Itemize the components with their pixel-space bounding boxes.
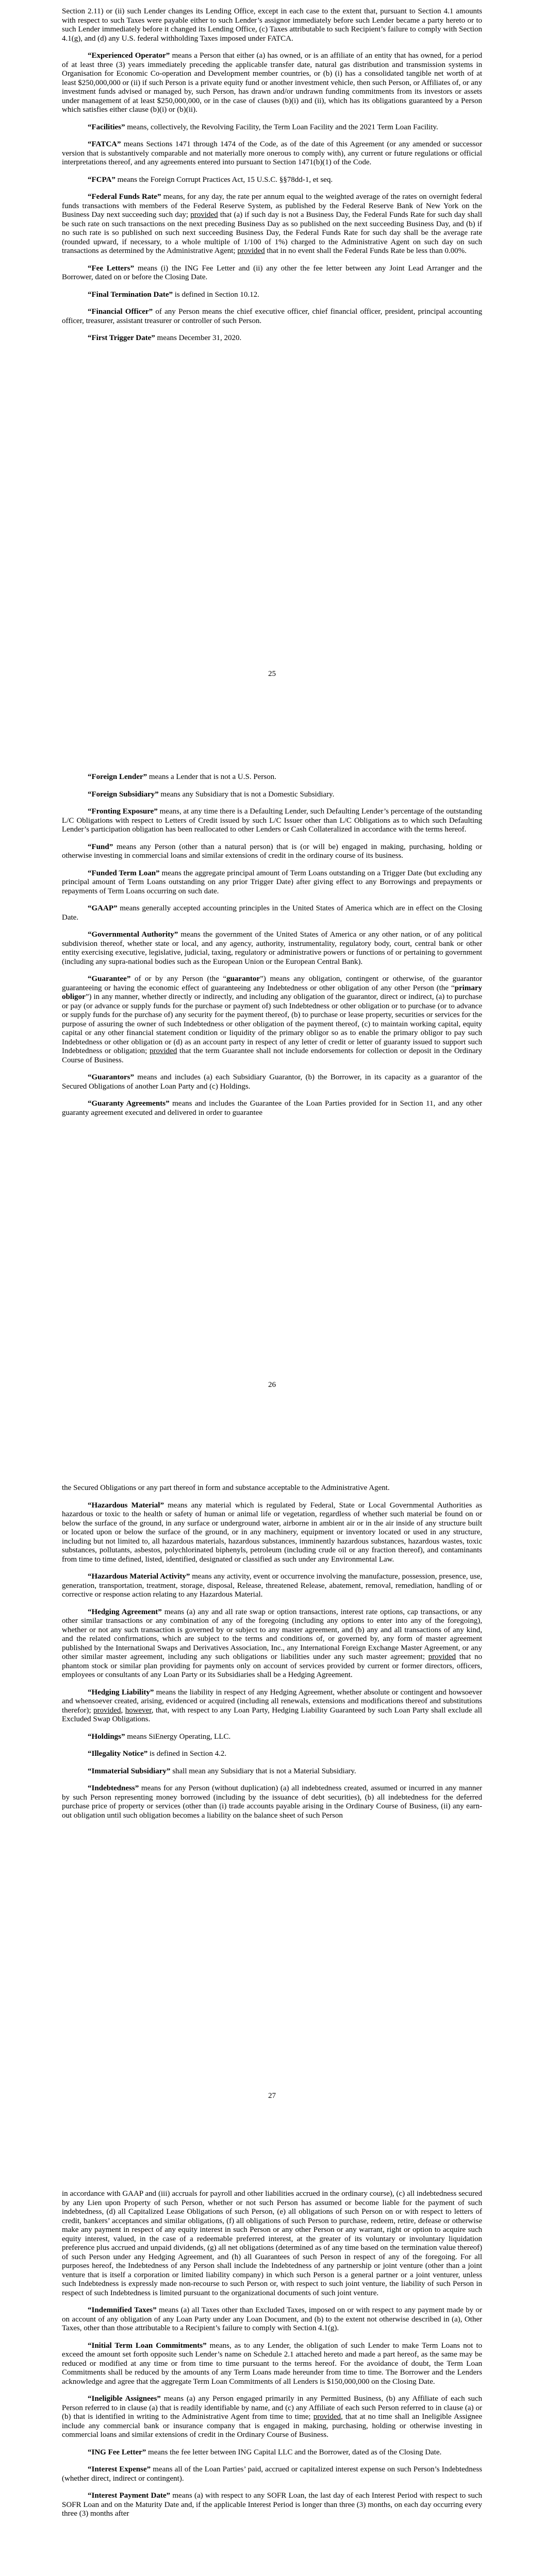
definition-text: means the Foreign Corrupt Practices Act, 15 U.S.C. §§78dd-1, et seq. [115,175,333,184]
defined-term: “FCPA” [88,175,116,184]
definition-ing-fee-letter [62,2448,482,2458]
defined-term: “Experienced Operator” [88,52,170,60]
defined-term: “Financial Officer” [88,308,153,316]
definition-fee-letters [62,264,482,282]
definition-text: of any Person means the chief executive officer, chief financial officer, president, principal accounting officer, treasurer, assistant treasurer or controller of such Person. [62,308,482,325]
defined-term: “Interest Payment Date” [88,2492,171,2500]
definition-federal-funds-rate [62,193,482,256]
definition-illegality-notice [62,1750,482,1759]
defined-term: “Indemnified Taxes” [88,2306,157,2314]
defined-term: “Foreign Lender” [88,773,147,781]
definition-guaranty-agreements [62,1099,482,1117]
defined-term: “Guarantors” [88,1073,134,1081]
defined-term: “Funded Term Loan” [88,869,160,877]
definition-text: means any activity, event or occurrence involving the manufacture, possession, presence, use, generation, transportation, treatment, storage, disposal, Release, threatened Release, abatement, removal, remediation, handling of or corrective or response action relating to any Hazardous Material. [62,1572,483,1599]
definition-hazardous-material-activity [62,1572,482,1600]
underlined-word: provided [150,1047,177,1055]
definition-text: means the government of the United States of America or any other nation, or of any political subdivision thereof, whether state or local, and any agency, authority, instrumentality, regulatory body, court, central bank or other entity exercising executive, legislative, judicial, taxing, regulatory or administrative powers or functions of or pertaining to government (including any supra-national bodies such as the European Union or the European Central Bank). [62,930,482,966]
definition-text: is defined in Section 4.2. [147,1750,227,1758]
underlined-word: provided [190,211,218,219]
definition-text: means (a) all Taxes other than Excluded Taxes, imposed on or with respect to any payment made by or on account of any obligation of any Loan Party under any Loan Document, and (b) to the extent not otherwise described in (a), Other Taxes, other than those attributable to a Recipient’s failure to comply with Section 4.1(g). [62,2306,482,2332]
page-27 [0,1422,544,2133]
definition-hedging-agreement [62,1608,482,1680]
defined-term: “Fund” [88,842,113,851]
definition-hazardous-material [62,1501,482,1565]
defined-term: “Fee Letters” [88,264,135,273]
definition-initial-term-loan-commitments [62,2342,482,2387]
defined-term: “GAAP” [88,904,118,912]
defined-term: “Holdings” [88,1732,125,1741]
definition-fcpa [62,176,482,185]
definition-text: means Sections 1471 through 1474 of the Code, as of the date of this Agreement (or any amended or successor version that is substantively comparable and not materially more onerous to comply with), any current or future regulations or official interpretations thereof, and any agreements entered into pursuant to Section 1471(b)(1) of the Code. [62,140,482,166]
definition-text: that in no event shall the Federal Funds Rate be less than 0.00%. [265,247,467,255]
bold-term: primary obligor [62,984,482,1001]
definition-text: , that, with respect to any Loan Party, Hedging Liability Guaranteed by such Loan Party shall exclude all Excluded Swap Obligations. [62,1706,482,1723]
defined-term: “First Trigger Date” [88,334,155,342]
defined-term: “Indebtedness” [88,1784,139,1792]
defined-term: “Guaranty Agreements” [88,1099,170,1108]
definition-immaterial-subsidiary [62,1767,482,1776]
definition-text: shall mean any Subsidiary that is not a Material Subsidiary. [170,1767,356,1775]
definition-fatca [62,140,482,167]
defined-term: “Fronting Exposure” [88,807,158,816]
defined-term: “Guarantee” [88,975,131,983]
definition-foreign-subsidiary [62,790,482,800]
defined-term: “Ineligible Assignees” [88,2395,161,2403]
definition-foreign-lender [62,773,482,782]
definition-text: means (a) with respect to any SOFR Loan, the last day of each Interest Period with respect to such SOFR Loan and on the Maturity Date and, if the applicable Interest Period is longer than three (3) months, on each day occurring every three (3) months after [62,2492,482,2518]
definition-text: that (a) if such day is not a Business Day, the Federal Funds Rate for such day shall be such rate on such transactions on the next preceding Business Day as so published on the next succeeding Business Day, and (b) if no such rate is so published on such next succeeding Business Day, the Federal Funds Rate for such day shall be the average rate (rounded upward, if necessary, to a whole multiple of 1/100 of 1%) charged to the Administrative Agent on such day on such transactions as determined by the Administrative Agent; [62,211,482,255]
defined-term: “Governmental Authority” [88,930,178,939]
defined-term: “Hedging Liability” [88,1688,154,1697]
definition-facilities [62,123,482,132]
page-body [62,2190,482,2527]
defined-term: “Facilities” [88,123,125,131]
definition-text: means, for any day, the rate per annum equal to the weighted average of the rates on overnight federal funds transactions with members of the Federal Reserve System, as published by the Federal Reserve Bank of New York on the Business Day next succeeding such day; [62,193,482,219]
definition-text: is defined in Section 10.12. [173,290,259,299]
bold-term: guarantor [226,975,260,983]
definition-text: means the fee letter between ING Capital LLC and the Borrower, dated as of the Closing Date. [146,2448,442,2456]
page-number: 27 [268,2092,276,2100]
defined-term: “FATCA” [88,140,121,148]
page-body [62,773,482,1126]
definition-text: means SiEnergy Operating, LLC. [125,1732,231,1741]
definition-ineligible-assignees [62,2395,482,2440]
defined-term: “Final Termination Date” [88,290,173,299]
definition-text: that the term Guarantee shall not include endorsements for collection or deposit in the Ordinary Course of Business. [62,1047,482,1064]
definition-text: means the aggregate principal amount of Term Loans outstanding on a Trigger Date (but excluding any principal amount of Term Loans outstanding on any prior Trigger Date) after giving effect to any Borrowings and prepayments or repayments of Term Loans occurring on such date. [62,869,482,895]
definition-first-trigger-date [62,334,482,343]
defined-term: “Federal Funds Rate” [88,193,161,201]
underlined-word: provided [313,2413,341,2421]
page-25 [0,0,544,711]
paragraph-continuation: Section 2.11) or (ii) such Lender changes its Lending Office, except in each case to the extent that, pursuant to Section 4.1 amounts with respect to such Taxes were payable either to such Lender’s assignor immediately before such Lender became a party hereto or to such Lender immediately before it changed its Lending Office, (c) Taxes attributable to such Recipient’s failure to comply with Section 4.1(g), and (d) any U.S. federal withholding Taxes imposed under FATCA. [62,7,482,43]
defined-term: “Hedging Agreement” [88,1607,162,1616]
definition-governmental-authority [62,930,482,967]
definition-text: means December 31, 2020. [155,334,242,342]
definition-financial-officer [62,308,482,326]
definition-text: means (i) the ING Fee Letter and (ii) any other the fee letter between any Joint Lead Arranger and the Borrower, dated on or before the Closing Date. [62,264,482,281]
page-body [62,1484,482,1828]
defined-term: “Immaterial Subsidiary” [88,1767,171,1775]
definition-interest-payment-date [62,2492,482,2519]
definition-text: means (a) any Person engaged primarily in any Permitted Business, (b) any Affiliate of each such Person referred to in clause (a) that is readily identifiable by name, and (c) any Affiliate of each such Person referred to in clause (a) or (b) that is identified in writing to the Administrative Agent from time to time; [62,2395,482,2421]
definition-text: that no phantom stock or similar plan providing for payments only on account of services provided by current or former directors, officers, employees or consultants of any Loan Party or its Subsidiaries shall be a Hedging Agreement. [62,1653,482,1679]
paragraph-continuation: the Secured Obligations or any part thereof in form and substance acceptable to the Administrative Agent. [62,1484,390,1492]
definition-text: means the liability in respect of any Hedging Agreement, whether absolute or contingent and howsoever and whensoever created, arising, evidenced or acquired (including all renewals, extensions and modifications thereof and substitutions therefor); [62,1688,482,1715]
definition-guarantee [62,975,482,1065]
underlined-word: provided [428,1653,456,1661]
page-number: 25 [268,670,276,678]
definition-text: means, as to any Lender, the obligation of such Lender to make Term Loans not to exceed the amount set forth opposite such Lender’s name on Schedule 2.1 attached hereto and made a part hereof, as the same may be reduced or modified at any time or from time to time pursuant to the terms hereof. For the avoidance of doubt, the Term Loan Commitments shall be reduced by the amounts of any Term Loans made hereunder from time to time. The Borrower and the Lenders acknowledge and agree that the aggregate Term Loan Commitments of all Lenders is $150,000,000 on the Closing Date. [62,2341,482,2386]
definition-text: means (a) any and all rate swap or option transactions, interest rate options, cap transactions, or any other similar transactions or any combination of any of the foregoing (including any options to enter into any of the foregoing), whether or not any such transaction is governed by or subject to any master agreement, and (b) any and all transactions of any kind, and the related confirmations, which are subject to the terms and conditions of, or governed by, any form of master agreement published by the International Swaps and Derivatives Association, Inc., any International Foreign Exchange Master Agreement, or any other similar master agreement, including any such obligations or liabilities under any such master agreement; [62,1607,482,1661]
page-28 [0,2133,544,2576]
definition-text: means any material which is regulated by Federal, State or Local Governmental Authorities as hazardous or toxic to the health or safety of human or animal life or vegetation, regardless of whether such material be found on or below the surface of the ground, in any surface or underground water, airborne in ambient air or in the air inside of any structure built or located upon or below the surface of the ground, or in any machinery, equipment or inventory located or used in any structure, including but not limited to, all hazardous materials, hazardous substances, imminently hazardous substances, hazardous wastes, toxic substances, pollutants, asbestos, polychlorinated biphenyls, petroleum (including crude oil or any fraction thereof), and contaminants from time to time defined, listed, identified, designated or classified as such under any Environmental Law. [62,1501,482,1564]
definition-text: means, at any time there is a Defaulting Lender, such Defaulting Lender’s percentage of the outstanding L/C Obligations with respect to Letters of Credit issued by such L/C Issuer other than L/C Obligations as to which such Defaulting Lender’s participation obligation has been reallocated to other Lenders or Cash Collateralized in accordance with the terms hereof. [62,807,482,834]
definition-fronting-exposure [62,807,482,835]
definition-text: means a Person that either (a) has owned, or is an affiliate of an entity that has owned, for a period of at least three (3) years immediately preceding the applicable transfer date, natural gas distribution and transmission systems in Organisation for Economic Co-operation and Development member countries, or (b) (i) has a consolidated tangible net worth of at least $250,000,000 or (ii) if such Person is a private equity fund or another investment vehicle, then such Person, or Affiliates of, or any investment funds advised or managed by, such Person, has drawn and/or undrawn funding commitments from its investors or assets under management of at least $250,000,000, or in the case of clauses (b)(i) and (ii), which has its obligations guaranteed by a Person which satisfies either clause (b)(i) or (b)(ii). [62,52,482,114]
definition-text: means and includes (a) each Subsidiary Guarantor, (b) the Borrower, in its capacity as a guarantor of the Secured Obligations of another Loan Party and (c) Holdings. [62,1073,482,1091]
underlined-word: provided [93,1706,121,1715]
definition-fund [62,843,482,861]
defined-term: “Foreign Subsidiary” [88,790,159,799]
definition-indebtedness [62,1784,482,1820]
definition-text: ”) in any manner, whether directly or indirectly, and including any obligation of the guarantor, direct or indirect, (a) to purchase or pay (or advance or supply funds for the purchase or payment of) such Indebtedness or other obligation or to purchase (or to advance or supply funds for the purchase of) any security for the payment thereof, (b) to purchase or lease property, securities or services for the purpose of assuring the owner of such Indebtedness or other obligation of the payment thereof, (c) to maintain working capital, equity capital or any other financial statement condition or liquidity of the primary obligor so as to enable the primary obligor to pay such Indebtedness or other obligation or (d) as an account party in respect of any letter of credit or letter of guaranty issued to support such Indebtedness or obligation; [62,993,482,1055]
definition-interest-expense [62,2465,482,2483]
definition-text: , that at no time shall an Ineligible Assignee include any commercial bank or insurance company that is engaged in making, purchasing, holding or otherwise investing in commercial loans and similar extensions of credit in the Ordinary Course of Business. [62,2413,482,2439]
definition-indemnified-taxes [62,2306,482,2333]
definition-text: means for any Person (without duplication) (a) all indebtedness created, assumed or incurred in any manner by such Person representing money borrowed (including by the issuance of debt securities), (b) all indebtedness for the deferred purchase price of property or services (other than (i) trade accounts payable arising in the Ordinary Course of Business, (ii) any earn-out obligation until such obligation becomes a liability on the balance sheet of such Person [62,1784,482,1820]
paragraph-continuation: in accordance with GAAP and (iii) accruals for payroll and other liabilities accrued in the ordinary course), (c) all indebtedness secured by any Lien upon Property of such Person, whether or not such Person has assumed or become liable for the payment of such indebtedness, (d) all Capitalized Lease Obligations of such Person, (e) all obligations of such Person on or with respect to letters of credit, bankers’ acceptances and similar obligations, (f) all obligations of such Person to purchase, redeem, retire, defease or otherwise make any payment in respect of any equity interest in such Person or any other Person or any warrant, right or option to acquire such equity interest, valued, in the case of a redeemable preferred interest, at the greater of its voluntary or involuntary liquidation preference plus accrued and unpaid dividends, (g) all net obligations (determined as of any time based on the termination value thereof) of such Person under any Hedging Agreement, and (h) all Guarantees of such Person in respect of any of the foregoing. For all purposes hereof, the Indebtedness of any Person shall include the Indebtedness of any partnership or joint venture (other than a joint venture that is itself a corporation or limited liability company) in which such Person is a general partner or a joint venturer, unless such Indebtedness is expressly made non-recourse to such Person or, with respect to such joint venture, the liability of such Person in respect of such Indebtedness is limited pursuant to the organizational documents of such joint venture. [62,2190,482,2297]
defined-term: “Initial Term Loan Commitments” [88,2341,207,2350]
definition-experienced-operator [62,52,482,115]
definition-text: means any Subsidiary that is not a Domestic Subsidiary. [158,790,335,799]
definition-text: means any Person (other than a natural person) that is (or will be) engaged in making, purchasing, holding or otherwise investing in commercial loans and similar extensions of credit in the ordinary course of its business. [62,842,482,860]
page-26 [0,711,544,1422]
underlined-word: provided [237,247,265,255]
defined-term: “ING Fee Letter” [88,2448,146,2456]
definition-guarantors [62,1073,482,1091]
definition-text: of or by any Person (the “ [130,975,227,983]
page-number: 26 [268,1381,276,1389]
definition-funded-term-loan [62,869,482,896]
definition-text: means a Lender that is not a U.S. Person. [147,773,276,781]
underlined-word: however [125,1706,152,1715]
definition-text: means generally accepted accounting principles in the United States of America which are in effect on the Closing Date. [62,904,482,922]
defined-term: “Hazardous Material Activity” [88,1572,190,1581]
definition-final-termination-date [62,291,482,300]
defined-term: “Illegality Notice” [88,1750,148,1758]
defined-term: “Interest Expense” [88,2465,151,2473]
definition-text: means and includes the Guarantee of the Loan Parties provided for in Section 11, and any other guaranty agreement executed and delivered in order to guarantee [62,1099,482,1117]
definition-text: means all of the Loan Parties’ paid, accrued or capitalized interest expense on such Person’s Indebtedness (whether direct, indirect or contingent). [62,2465,483,2483]
definition-gaap [62,904,482,922]
definition-text: means, collectively, the Revolving Facility, the Term Loan Facility and the 2021 Term Loan Facility. [125,123,438,131]
definition-holdings [62,1733,482,1742]
definition-text: ”) means any obligation, contingent or otherwise, of the guarantor guaranteeing or having the economic effect of guaranteeing any Indebtedness or other obligation of any other Person (the “ [62,975,482,992]
page-body [62,7,482,351]
definition-hedging-liability [62,1688,482,1724]
definition-text: , [121,1706,125,1715]
defined-term: “Hazardous Material” [88,1501,164,1510]
